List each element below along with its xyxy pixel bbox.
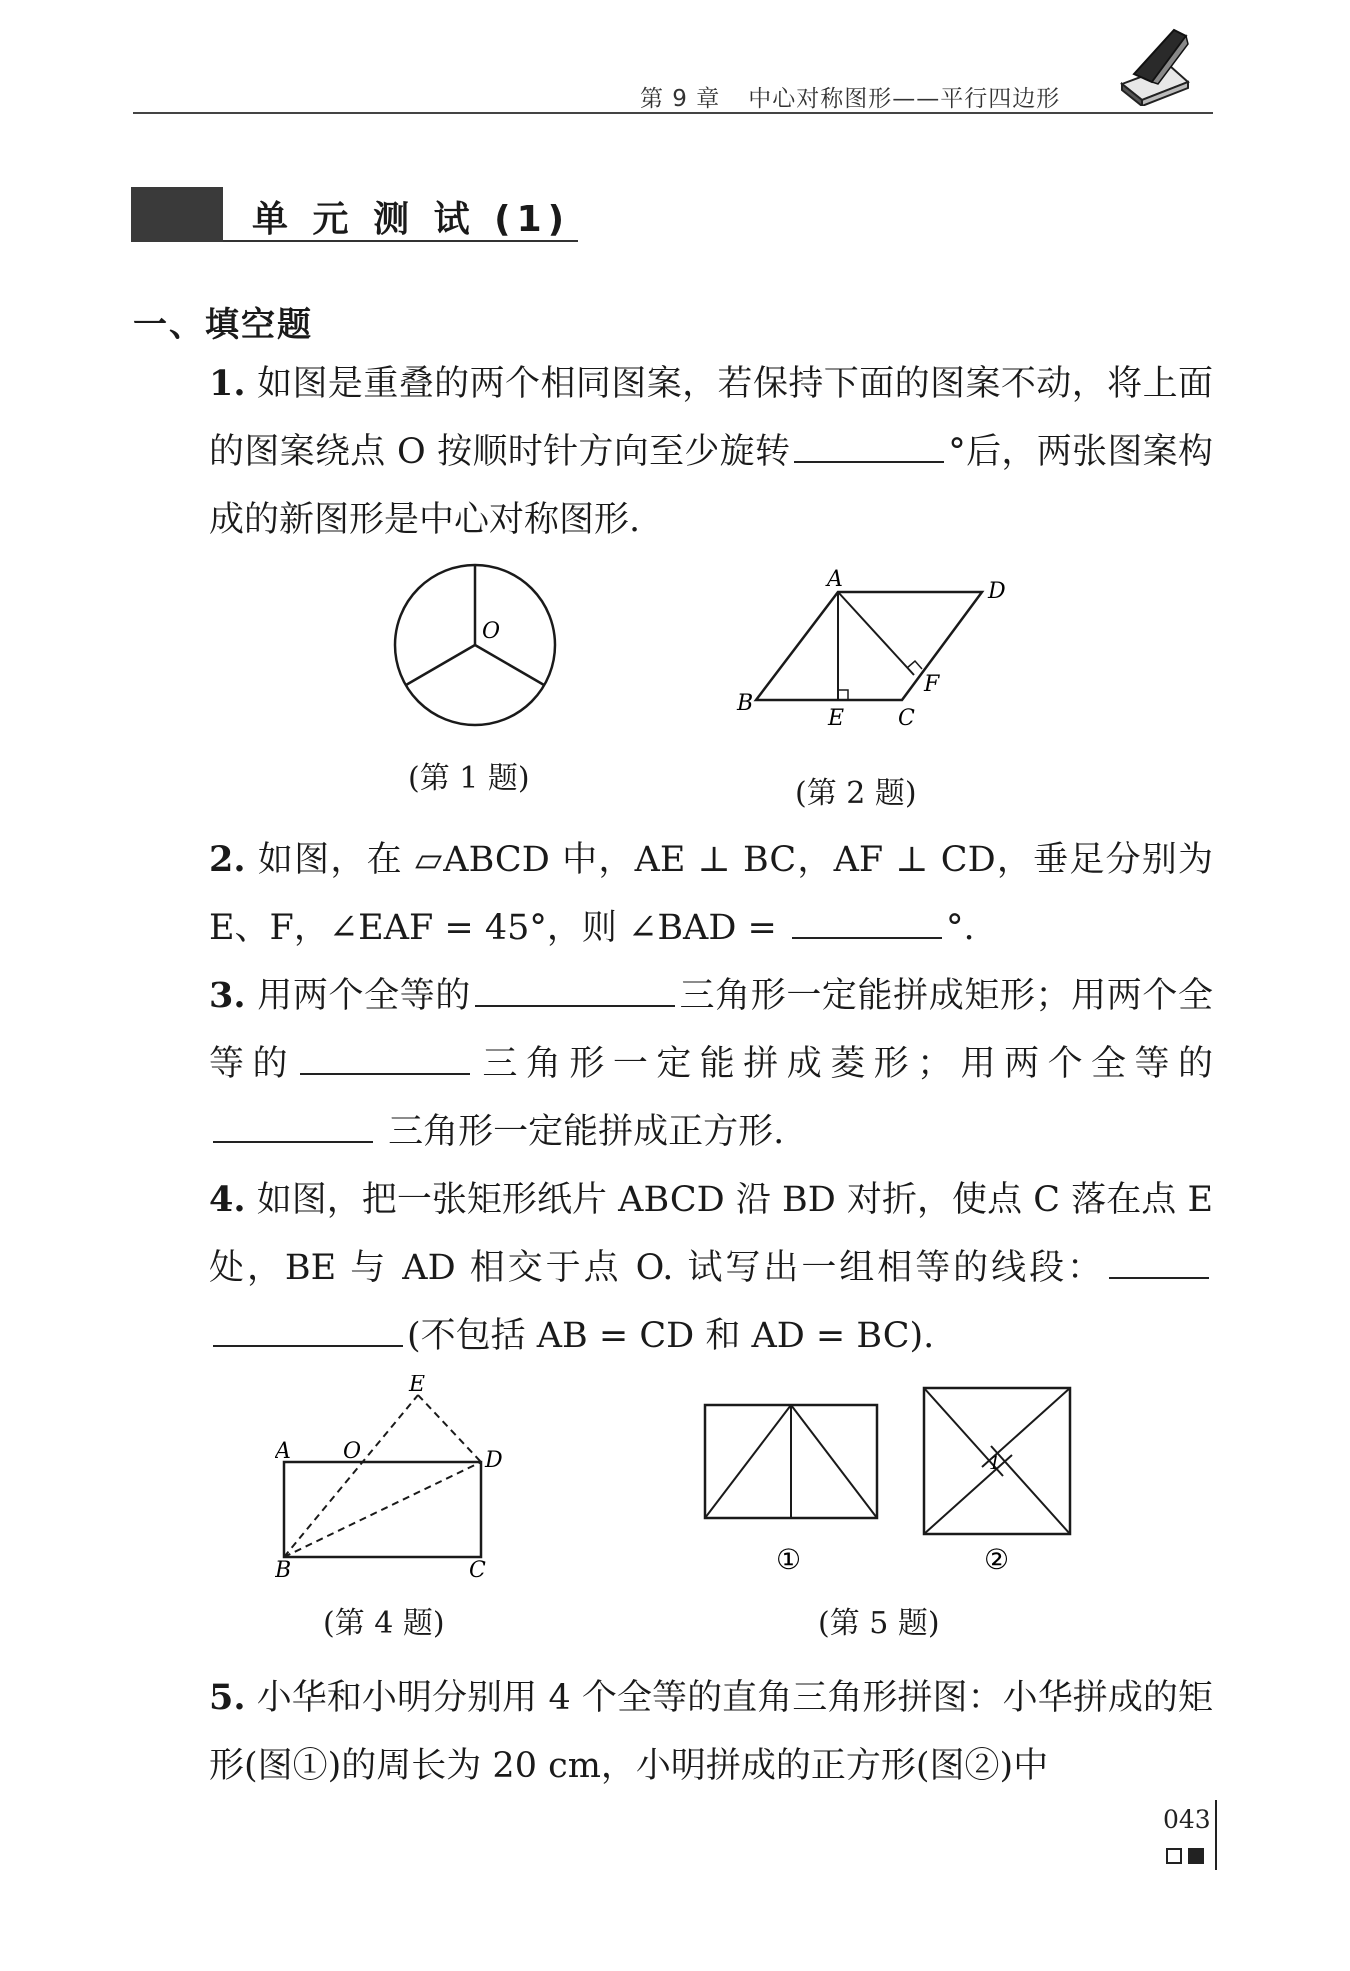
part-heading: 一、填空题	[133, 305, 313, 345]
running-header	[640, 80, 1100, 113]
question-4-text-b: (不包括 AB = CD 和 AD = BC).	[407, 1316, 935, 1356]
question-4-number: 4.	[209, 1179, 246, 1220]
answer-blank	[213, 1315, 403, 1347]
point-o-label: O	[482, 619, 501, 644]
point-b-label: B	[737, 691, 754, 716]
question-3-number: 3.	[209, 975, 246, 1016]
figure-2-parallelogram	[732, 565, 1012, 740]
question-5-number: 5.	[209, 1677, 246, 1718]
page-square-outline	[1166, 1848, 1182, 1864]
point-d-label: D	[485, 1448, 503, 1473]
figure-4-caption: (第 4 题)	[323, 1606, 445, 1641]
chapter-label: 第 9 章	[640, 86, 721, 112]
point-d-label: D	[988, 579, 1006, 604]
question-5	[133, 1664, 1213, 1800]
point-a-label: A	[275, 1439, 291, 1464]
book-icon	[1118, 26, 1194, 106]
answer-blank	[300, 1043, 470, 1075]
question-2-text-a: 如图，在 ▱ABCD 中，AE ⊥ BC，AF ⊥ CD，垂足分别为 E、F，∠EAF = 45°，则 ∠BAD =	[209, 840, 1213, 948]
answer-blank	[213, 1111, 373, 1143]
answer-blank	[794, 431, 944, 463]
figure-4-folded-rectangle	[275, 1375, 515, 1580]
question-1	[133, 350, 1213, 554]
point-o-label: O	[343, 1439, 362, 1464]
question-5-text: 小华和小明分别用 4 个全等的直角三角形拼图：小华拼成的矩形(图①)的周长为 20 cm，小明拼成的正方形(图②)中	[209, 1678, 1213, 1786]
figure-5-tilings	[700, 1383, 1080, 1583]
question-3	[133, 962, 1213, 1166]
point-f-label: F	[924, 672, 940, 697]
point-a-label: A	[827, 567, 843, 592]
point-e-label: E	[409, 1375, 426, 1397]
figure-1-caption: (第 1 题)	[408, 761, 530, 796]
page-square-filled	[1188, 1848, 1204, 1864]
figure-2-marker: ②	[984, 1543, 1010, 1576]
section-marker	[131, 187, 223, 242]
chapter-title: 中心对称图形——平行四边形	[748, 86, 1061, 112]
page-number-rule	[1215, 1800, 1217, 1870]
question-3-text-a: 用两个全等的	[245, 976, 471, 1016]
question-3-text-b: 三角形一定能拼成矩形；用两个全等的	[209, 976, 1213, 1084]
figure-1-circle	[390, 560, 570, 740]
point-c-label: C	[898, 706, 915, 731]
section-title: 单 元 测 试 (1)	[252, 199, 571, 240]
question-4	[133, 1166, 1213, 1370]
question-2-text-b: °.	[945, 908, 975, 948]
question-2	[133, 826, 1213, 962]
point-e-label: E	[828, 706, 845, 731]
answer-blank	[475, 975, 675, 1007]
question-3-text-c: 三角形一定能拼成菱形；用两个全等的	[473, 1044, 1213, 1084]
answer-blank	[792, 907, 942, 939]
question-1-text-a: 如图是重叠的两个相同图案，若保持下面的图案不动，将上面的图案绕点 O 按顺时针方向至少旋转	[209, 364, 1213, 472]
point-c-label: C	[469, 1558, 486, 1580]
header-rule	[133, 112, 1213, 114]
point-b-label: B	[275, 1558, 292, 1580]
answer-blank	[1109, 1247, 1209, 1279]
question-3-text-d: 三角形一定能拼成正方形.	[377, 1112, 785, 1152]
figure-5-caption: (第 5 题)	[818, 1606, 940, 1641]
page-number: 043	[1163, 1805, 1211, 1834]
question-2-number: 2.	[209, 839, 246, 880]
figure-1-marker: ①	[776, 1543, 802, 1576]
section-rule	[223, 240, 578, 242]
question-4-text-a: 如图，把一张矩形纸片 ABCD 沿 BD 对折，使点 C 落在点 E 处，BE 与 AD 相交于点 O. 试写出一组相等的线段：	[209, 1180, 1213, 1288]
angle-1-label: 1	[989, 1453, 1001, 1474]
figure-2-caption: (第 2 题)	[795, 776, 917, 811]
question-1-number: 1.	[209, 363, 246, 404]
question-1-text-b: °后，两张图案构成的新图形是中心对称图形.	[209, 432, 1213, 540]
